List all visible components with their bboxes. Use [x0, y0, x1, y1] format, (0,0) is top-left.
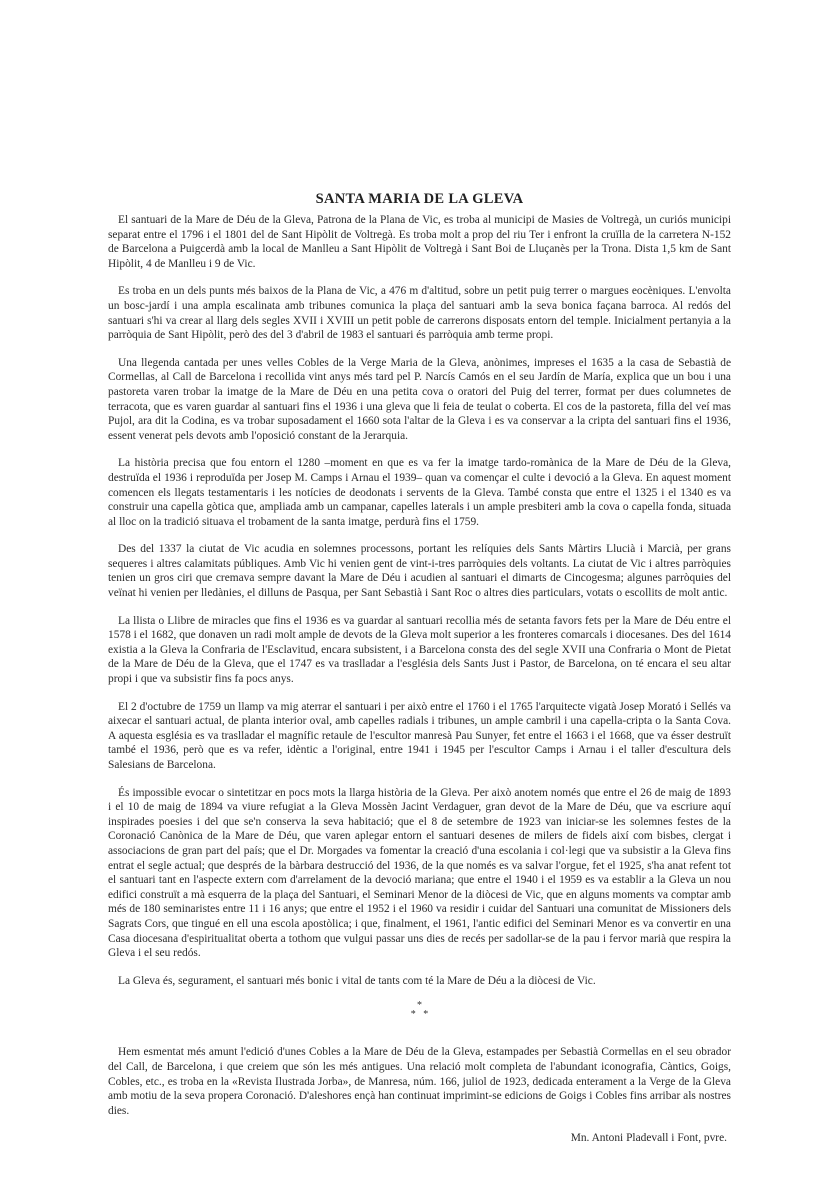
separator-star-top: *: [417, 1000, 422, 1012]
paragraph: La història precisa que fou entorn el 1280 –moment en que es va fer la imatge tardo-romànica de la Mare de Déu de la Gleva, destruïda el 1936 i reproduïda per Josep M. Camps i Arnau el 1939– quan va començar el culte i devoció a la Gleva. En aquest moment comencen els llegats testamentaris i les notícies de deodonats i servents de la Gleva. També consta que entre el 1325 i el 1340 es va construir una capella gòtica que, ampliada amb un campanar, capelles laterals i un ample presbiteri amb la cova o capella fonda, situada al lloc on la tradició situava el trobament de la santa imatge, perdurà fins el 1759.: [108, 457, 731, 528]
paragraph: La llista o Llibre de miracles que fins el 1936 es va guardar al santuari recollia més de setanta favors fets per la Mare de Déu entre el 1578 i el 1682, que donaven un radi molt ample de devots de la Gleva molt superior a les fronteres comarcals i diocesanes. Des del 1614 existia a la Gleva la Confraria de l'Esclavitud, encara subsistent, i a Barcelona consta des del segle XVII una Confraria o Mont de Pietat de la Mare de Déu de la Gleva, que el 1747 es va traslladar a l'església dels Sants Just i Pastor, de Barcelona, on té encara el seu altar propi i que va subsistir fins fa pocs anys.: [108, 614, 731, 686]
paragraph: El 2 d'octubre de 1759 un llamp va mig aterrar el santuari i per això entre el 1760 i el 1765 l'arquitecte vigatà Josep Morató i Sellés va aixecar el santuari actual, de planta interior oval, amb capelles radials i tribunes, un ample cambril i una capella-cripta o la Santa Cova. A aquesta església es va traslladar el magnífic retaule de l'escultor manresà Pau Sunyer, fet entre el 1663 i el 1668, que va ésser destruït també el 1936, però que es va refer, idèntic a l'original, entre 1941 i 1945 per l'escultor Camps i Arnau i el taller d'escultura dels Salesians de Barcelona.: [108, 700, 731, 771]
paragraph: Es troba en un dels punts més baixos de la Plana de Vic, a 476 m d'altitud, sobre un petit puig terrer o margues eocèniques. L'envolta un bosc-jardí i una ampla escalinata amb tribunes comunica la plaça del santuari amb la seva bonica façana barroca. Al redós del santuari s'hi va crear al llarg dels segles XVII i XVIII un petit poble de carrerons disposats entorn del temple. Inicialment pertanyia a la parròquia de Sant Hipòlit, però des del 3 d'abril de 1983 el santuari és parròquia amb terme propi.: [108, 285, 731, 342]
closing-note: Hem esmentat més amunt l'edició d'unes Cobles a la Mare de Déu de la Gleva, estampades per Sebastià Cormellas en el seu obrador del Call, de Barcelona, i que creiem que són les més antigues. Una relació molt completa de l'abundant iconografia, Càntics, Goigs, Cobles, etc., es troba en la «Revista Ilustrada Jorba», de Manresa, núm. 166, juliol de 1923, dedicada enterament a la Verge de la Gleva amb motiu de la seva propera Coronació. D'aleshores ençà han continuat imprimint-se edicions de Goigs i Cobles fins arribar als nostres dies.: [108, 1046, 731, 1117]
asterism-separator: [108, 1001, 731, 1019]
paragraph: És impossible evocar o sintetitzar en pocs mots la llarga història de la Gleva. Per això anotem només que entre el 26 de maig de 1893 i el 10 de maig de 1894 va viure refugiat a la Gleva Mossèn Jacint Verdaguer, gran devot de la Mare de Déu, que va escriure aquí inspirades poesies i del que se'n conserva la seva habitació; que el 8 de setembre de 1923 van iniciar-se les solemnes festes de la Coronació Canònica de la Mare de Déu, que varen aplegar entorn el santuari desenes de milers de fidels així com bisbes, clergat i associacions de gran part del país; que el Dr. Morgades va fomentar la creació d'una escolania i col·legi que va subsistir a la Gleva fins entrat el segle actual; que després de la bàrbara destrucció del 1936, de la que només es va salvar l'orgue, fet el 1925, s'ha anat refent tot el santuari tant en l'aspecte extern com d'arrelament de la devoció mariana; que entre el 1940 i el 1959 es va establir a la Gleva un nou edifici construït a mà esquerra de la plaça del Santuari, el Seminari Menor de la diòcesi de Vic, que en alguns moments va comptar amb més de 180 seminaristes entre 11 i 16 anys; que entre el 1952 i el 1960 va residir i cuidar del Santuari una comunitat de Missioners dels Sagrats Cors, que tingué en ell una escola apostòlica; i que, finalment, el 1961, l'antic edifici del Seminari Menor es va convertir en una Casa diocesana d'espiritualitat oberta a tothom que vulgui passar uns dies de recés per sadollar-se de la pau i fervor marià que respira la Gleva i el seu redós.: [108, 786, 731, 960]
author-signature: Mn. Antoni Pladevall i Font, pvre.: [570, 1132, 727, 1145]
paragraph: Una llegenda cantada per unes velles Cobles de la Verge Maria de la Gleva, anònimes, impreses el 1635 a la casa de Sebastià de Cormellas, al Call de Barcelona i recollida vint anys més tard pel P. Narcís Camós en el seu Jardín de María, explica que un bou i una pastoreta varen trobar la imatge de la Mare de Déu en una petita cova o oratori del Puig del terrer, format per dues columnetes de terracota, que es varen guardar al santuari fins el 1936 i una gleva que li feia de teulat o coberta. El cos de la pastoreta, filla del veí mas Pujol, ara dit la Codina, es va trobar suposadament el 1660 sota l'altar de la Gleva i es va conservar a la cripta del santuari fins el 1936, essent venerat pels devots amb l'oposició constant de la Jerarquia.: [108, 356, 731, 442]
paragraph: El santuari de la Mare de Déu de la Gleva, Patrona de la Plana de Vic, es troba al municipi de Masies de Voltregà, un curiós municipi separat entre el 1796 i el 1801 del de Sant Hipòlit de Voltregà. Es troba molt a prop del riu Ter i enfront la cruïlla de la carretera N-152 de Barcelona a Puigcerdà amb la local de Manlleu a Sant Hipòlit de Voltregà i Sant Boi de Lluçanès per la Trona. Dista 1,5 km de Sant Hipòlit, 4 de Manlleu i 9 de Vic.: [108, 214, 731, 270]
page-title: SANTA MARIA DE LA GLEVA: [315, 191, 524, 207]
paragraph: Des del 1337 la ciutat de Vic acudia en solemnes processons, portant les relíquies dels Sants Màrtirs Llucià i Marcià, per grans sequeres i altres calamitats públiques. Amb Vic hi venien gent de vint-i-tres parròquies dels voltants. La ciutat de Vic i altres parròquies tenien un gros ciri que cremava sempre davant la Mare de Déu i acudien al santuari el dimarts de Cincogesma; algunes parròquies del veïnat hi venien per lledànies, el dilluns de Pasqua, per Sant Sebastià i Sant Roc o altres dies particulars, votats o escollits de molt antic.: [108, 543, 731, 600]
separator-stars-bottom: * *: [410, 1009, 429, 1021]
paragraph: La Gleva és, segurament, el santuari més bonic i vital de tants com té la Mare de Déu a la diòcesi de Vic.: [118, 974, 596, 987]
article-body: [108, 213, 731, 1146]
